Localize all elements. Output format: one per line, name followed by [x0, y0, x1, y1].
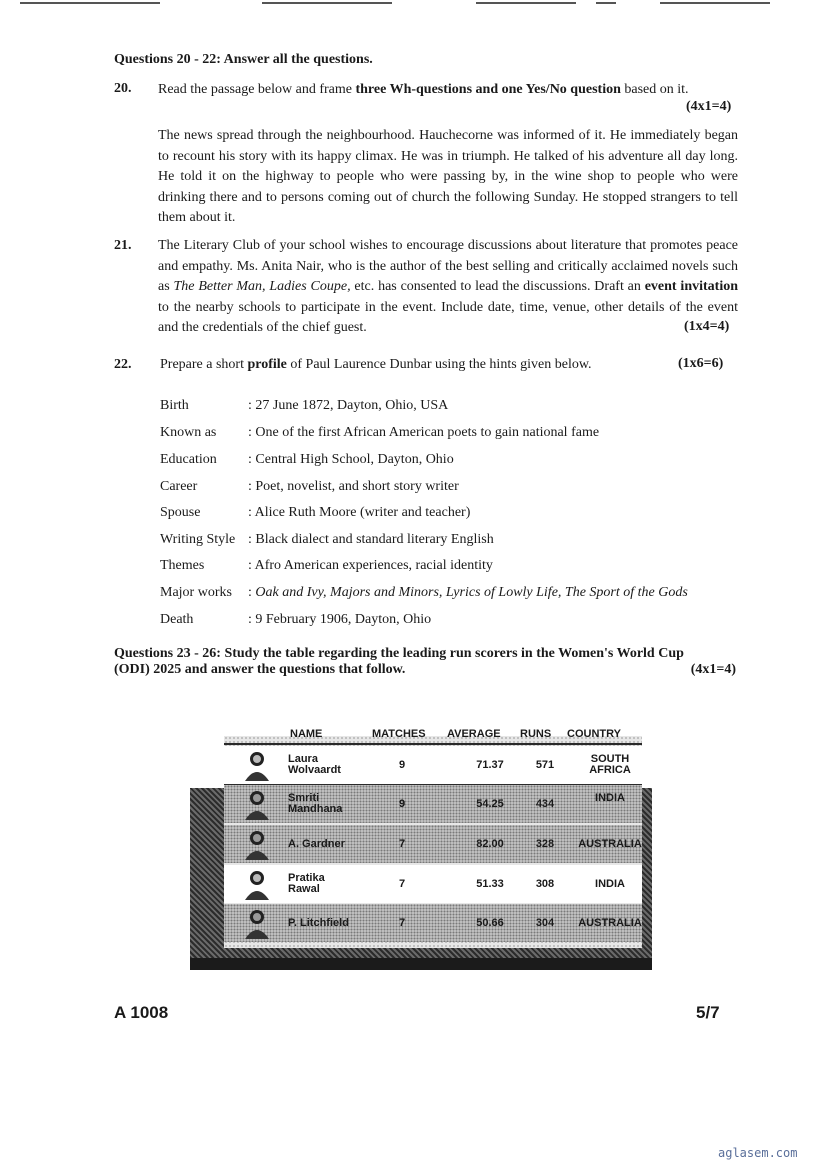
- q20-text: Read the passage below and frame: [158, 82, 356, 97]
- section-heading-23-26: [114, 646, 738, 682]
- q22-text-a: Prepare a short: [160, 357, 248, 372]
- player-avatar-icon: [242, 749, 272, 781]
- profile-label: Known as: [160, 425, 217, 440]
- stadium-background-edge: [190, 958, 652, 970]
- q22-text-b: of Paul Laurence Dunbar using the hints given below.: [286, 357, 592, 372]
- q20-bold-text: three Wh-questions and one Yes/No question: [355, 82, 621, 97]
- question-22-prompt: [160, 355, 592, 375]
- column-header-country: COUNTRY: [567, 728, 621, 740]
- scan-edge-line: [476, 2, 576, 4]
- profile-value: : Poet, novelist, and short story writer: [248, 479, 459, 494]
- scan-edge-line: [596, 2, 616, 4]
- player-matches: 7: [398, 878, 406, 890]
- section2-heading-line2-row: [114, 662, 738, 682]
- profile-value: : Alice Ruth Moore (writer and teacher): [248, 505, 471, 520]
- profile-value: [248, 583, 688, 603]
- profile-label: Spouse: [160, 505, 201, 520]
- player-name: Pratika Rawal: [288, 872, 325, 895]
- player-average: 71.37: [476, 759, 504, 771]
- player-avatar-icon: [242, 868, 272, 900]
- player-runs: 304: [535, 917, 555, 929]
- question-21-text: [158, 236, 738, 339]
- player-average: 82.00: [476, 838, 504, 850]
- q21-bold-text: event invitation: [644, 279, 738, 294]
- question-number-20: 20.: [114, 81, 132, 96]
- player-name: P. Litchfield: [288, 917, 349, 929]
- profile-label: Birth: [160, 398, 189, 413]
- profile-label: Themes: [160, 558, 205, 573]
- player-runs: 571: [535, 759, 555, 771]
- player-average: 50.66: [476, 917, 504, 929]
- profile-label: Death: [160, 612, 194, 627]
- q22-bold-text: profile: [247, 357, 287, 372]
- q21-text-a: The Literary Club of your school wishes to encourage discussions about literature that promotes peace and empathy. Ms. Anita Nair, who is the author of the best selling and critically acclaimed novels such as: [158, 238, 738, 294]
- profile-value: : 9 February 1906, Dayton, Ohio: [248, 612, 432, 627]
- q20-text-end: based on it.: [620, 82, 689, 97]
- table-row: [224, 785, 642, 823]
- player-name: Smriti Mandhana: [288, 792, 343, 815]
- player-runs: 308: [535, 878, 555, 890]
- player-name: A. Gardner: [288, 838, 345, 850]
- profile-value: : Afro American experiences, racial identity: [248, 558, 493, 573]
- profile-label: Career: [160, 479, 198, 494]
- profile-label: Major works: [160, 585, 232, 600]
- table-row: [224, 746, 642, 784]
- watermark: aglasem.com: [718, 1146, 798, 1160]
- player-average: 54.25: [476, 798, 504, 810]
- player-matches: 9: [398, 759, 406, 771]
- profile-value: : Central High School, Dayton, Ohio: [248, 452, 454, 467]
- player-country: AUSTRALIA: [578, 917, 642, 929]
- section-heading-20-22: Questions 20 - 22: Answer all the questions.: [114, 52, 373, 67]
- column-header-name: NAME: [290, 728, 323, 740]
- paper-code: A 1008: [114, 1003, 169, 1022]
- question-number-21: 21.: [114, 238, 132, 253]
- profile-value: : Black dialect and standard literary English: [248, 532, 494, 547]
- player-country: AUSTRALIA: [578, 838, 642, 850]
- scan-edge-line: [20, 2, 160, 4]
- profile-value-prefix: :: [248, 585, 256, 600]
- section2-marks: (4x1=4): [690, 662, 736, 677]
- q20-marks: (4x1=4): [686, 99, 732, 114]
- scan-edge-line: [262, 2, 392, 4]
- player-runs: 434: [535, 798, 555, 810]
- player-runs: 328: [535, 838, 555, 850]
- table-row: [224, 865, 642, 903]
- q21-marks: (1x4=4): [684, 319, 730, 334]
- q21-novel-titles: The Better Man, Ladies Coupe,: [173, 279, 351, 294]
- q21-text-b: etc. has consented to lead the discussions. Draft an: [350, 279, 645, 294]
- profile-value: : 27 June 1872, Dayton, Ohio, USA: [248, 398, 449, 413]
- question-number-22: 22.: [114, 357, 132, 372]
- profile-value: : One of the first African American poets to gain national fame: [248, 425, 600, 440]
- player-avatar-icon: [242, 907, 272, 939]
- player-avatar-icon: [242, 828, 272, 860]
- player-matches: 7: [398, 838, 406, 850]
- player-country: INDIA: [595, 792, 625, 804]
- table-row: [224, 825, 642, 863]
- player-matches: 7: [398, 917, 406, 929]
- column-header-matches: MATCHES: [372, 728, 426, 740]
- page-number: 5/7: [696, 1003, 720, 1022]
- scan-edge-line: [660, 2, 770, 4]
- q20-passage: The news spread through the neighbourhood. Hauchecorne was informed of it. He immediately began to recount his story with its happy climax. He was in triumph. He talked of his adventure all day long. He told it on the highway to people who were passing by, in the wine shop to people who were drinking there and to persons coming out of church the following Sunday. He stopped strangers to tell them about it.: [158, 128, 738, 225]
- player-country: INDIA: [595, 878, 625, 890]
- column-header-average: AVERAGE: [447, 728, 501, 740]
- run-scorers-table-graphic: [190, 712, 652, 970]
- profile-label: Education: [160, 452, 217, 467]
- column-header-runs: RUNS: [520, 728, 552, 740]
- section2-heading-line2: (ODI) 2025 and answer the questions that follow.: [114, 662, 406, 677]
- player-name: Laura Wolvaardt: [288, 753, 341, 776]
- player-matches: 9: [398, 798, 406, 810]
- player-average: 51.33: [476, 878, 504, 890]
- header-rule: [224, 743, 642, 745]
- player-country: SOUTH AFRICA: [589, 753, 631, 776]
- question-20-prompt: [158, 80, 738, 100]
- profile-label: Writing Style: [160, 532, 236, 547]
- q21-text-c: to the nearby schools to participate in the event. Include date, time, venue, other details of the event and the credentials of the chief guest.: [158, 299, 738, 335]
- major-works-titles: Oak and Ivy, Majors and Minors, Lyrics of Lowly Life, The Sport of the Gods: [255, 585, 688, 600]
- table-row: [224, 904, 642, 942]
- section2-heading-line1: Questions 23 - 26: Study the table regarding the leading run scorers in the Women's World Cup: [114, 646, 684, 661]
- player-avatar-icon: [242, 788, 272, 820]
- q22-marks: (1x6=6): [678, 356, 724, 371]
